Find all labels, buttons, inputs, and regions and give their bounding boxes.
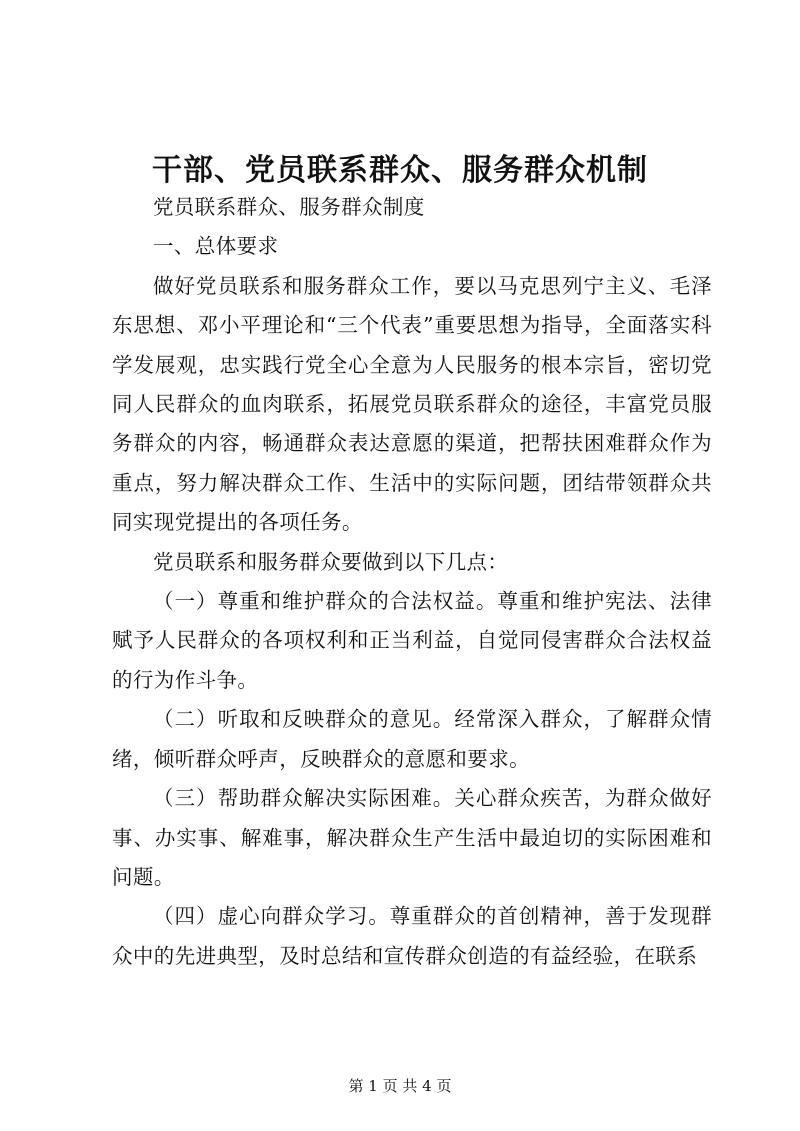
section-heading: 一、总体要求 [153,234,279,259]
list-item-paragraph: （四）虚心向群众学习。尊重群众的首创精神，善于发现群众中的先进典型，及时总结和宣传群众创造的有益经验，在联系 [112,904,712,968]
document-title: 干部、党员联系群众、服务群众机制 [152,153,648,188]
document-body [112,188,712,976]
list-item-paragraph: （一）尊重和维护群众的合法权益。尊重和维护宪法、法律赋予人民群众的各项权利和正当利益，自觉同侵害群众合法权益的行为作斗争。 [112,589,712,692]
subtitle-paragraph: 党员联系群众、服务群众制度 [153,195,425,219]
body-paragraph: 做好党员联系和服务群众工作，要以马克思列宁主义、毛泽东思想、邓小平理论和“三个代表”重要思想为指导，全面落实科学发展观，忠实践行党全心全意为人民服务的根本宗旨，密切党同人民群众的血肉联系，拓展党员联系群众的途径，丰富党员服务群众的内容，畅通群众表达意愿的渠道，把帮扶困难群众作为重点，努力解决群众工作、生活中的实际问题，团结带领群众共同实现党提出的各项任务。 [112,273,712,535]
list-item-paragraph: （二）听取和反映群众的意见。经常深入群众，了解群众情绪，倾听群众呼声，反映群众的意愿和要求。 [112,707,712,771]
body-paragraph: 党员联系和服务群众要做到以下几点： [153,549,509,574]
list-item-paragraph: （三）帮助群众解决实际困难。关心群众疾苦，为群众做好事、办实事、解难事，解决群众生产生活中最迫切的实际困难和问题。 [112,786,712,889]
page-footer: 第 1 页 共 4 页 [348,1077,452,1095]
